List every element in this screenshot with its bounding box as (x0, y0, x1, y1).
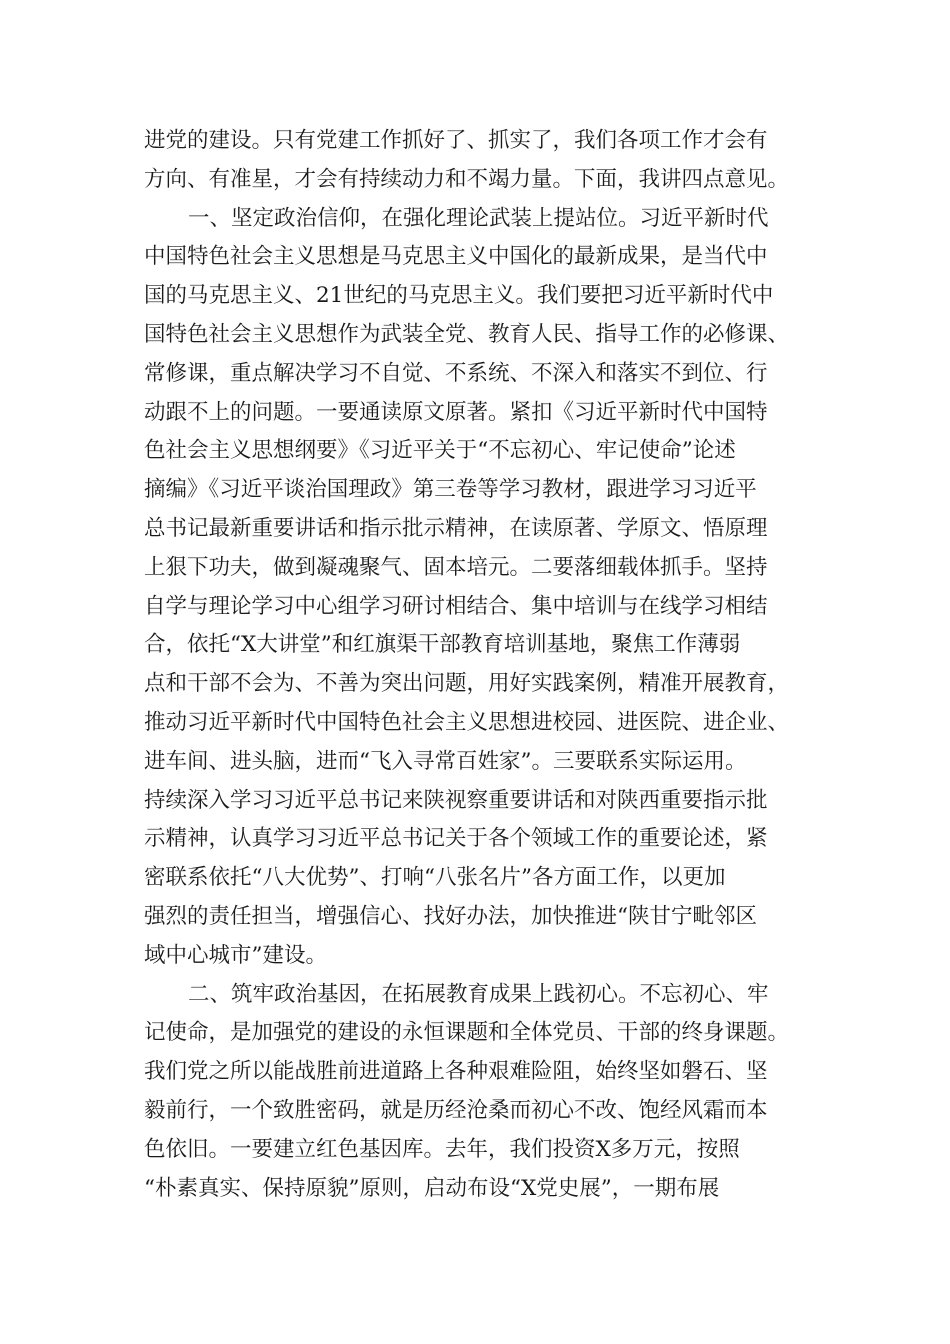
text-line: 合，依托“X大讲堂”和红旗渠干部教育培训基地，聚焦工作薄弱 (144, 632, 741, 658)
text-line: 方向、有准星，才会有持续动力和不竭力量。下面，我讲四点意见。 (144, 166, 790, 192)
document-body (144, 122, 814, 1208)
text-line: 持续深入学习习近平总书记来陕视察重要讲话和对陕西重要指示批 (144, 787, 768, 813)
text-line: 二、筑牢政治基因，在拓展教育成果上践初心。不忘初心、牢 (188, 981, 769, 1007)
text-line: 常修课，重点解决学习不自觉、不系统、不深入和落实不到位、行 (144, 360, 768, 386)
text-line: 强烈的责任担当，增强信心、找好办法，加快推进“陕甘宁毗邻区 (144, 903, 757, 929)
text-line: 点和干部不会为、不善为突出问题，用好实践案例，精准开展教育， (144, 671, 790, 697)
text-line: 毅前行，一个致胜密码，就是历经沧桑而初心不改、饱经风霜而本 (144, 1097, 768, 1123)
text-line: 我们党之所以能战胜前进道路上各种艰难险阻，始终坚如磐石、坚 (144, 1059, 768, 1085)
text-line: 国的马克思主义、21世纪的马克思主义。我们要把习近平新时代中 (144, 283, 774, 309)
text-line: 色社会主义思想纲要》《习近平关于“不忘初心、牢记使命”论述 (144, 438, 736, 464)
text-line: 记使命，是加强党的建设的永恒课题和全体党员、干部的终身课题。 (144, 1020, 790, 1046)
text-line: 密联系依托“八大优势”、打响“八张名片”各方面工作，以更加 (144, 865, 726, 891)
text-line: 进车间、进头脑，进而“飞入寻常百姓家”。三要联系实际运用。 (144, 748, 747, 774)
text-line: 进党的建设。只有党建工作抓好了、抓实了，我们各项工作才会有 (144, 128, 768, 153)
text-line: 示精神，认真学习习近平总书记关于各个领域工作的重要论述，紧 (144, 826, 768, 852)
text-line: “朴素真实、保持原貌”原则，启动布设“X党史展”，一期布展 (144, 1175, 720, 1201)
text-line: 推动习近平新时代中国特色社会主义思想进校园、进医院、进企业、 (144, 709, 790, 735)
text-line: 总书记最新重要讲话和指示批示精神，在读原著、学原文、悟原理 (144, 515, 768, 541)
text-line: 色依旧。一要建立红色基因库。去年，我们投资X多万元，按照 (144, 1136, 740, 1162)
text-line: 自学与理论学习中心组学习研讨相结合、集中培训与在线学习相结 (144, 593, 768, 619)
text-line: 一、坚定政治信仰，在强化理论武装上提站位。习近平新时代 (188, 205, 769, 231)
text-line: 中国特色社会主义思想是马克思主义中国化的最新成果，是当代中 (144, 244, 768, 270)
text-line: 摘编》《习近平谈治国理政》第三卷等学习教材，跟进学习习近平 (144, 477, 757, 503)
text-line: 域中心城市”建设。 (144, 942, 327, 968)
text-line: 动跟不上的问题。一要通读原文原著。紧扣《习近平新时代中国特 (144, 399, 768, 425)
text-line: 国特色社会主义思想作为武装全党、教育人民、指导工作的必修课、 (144, 321, 790, 347)
text-line: 上狠下功夫，做到凝魂聚气、固本培元。二要落细载体抓手。坚持 (144, 554, 768, 580)
